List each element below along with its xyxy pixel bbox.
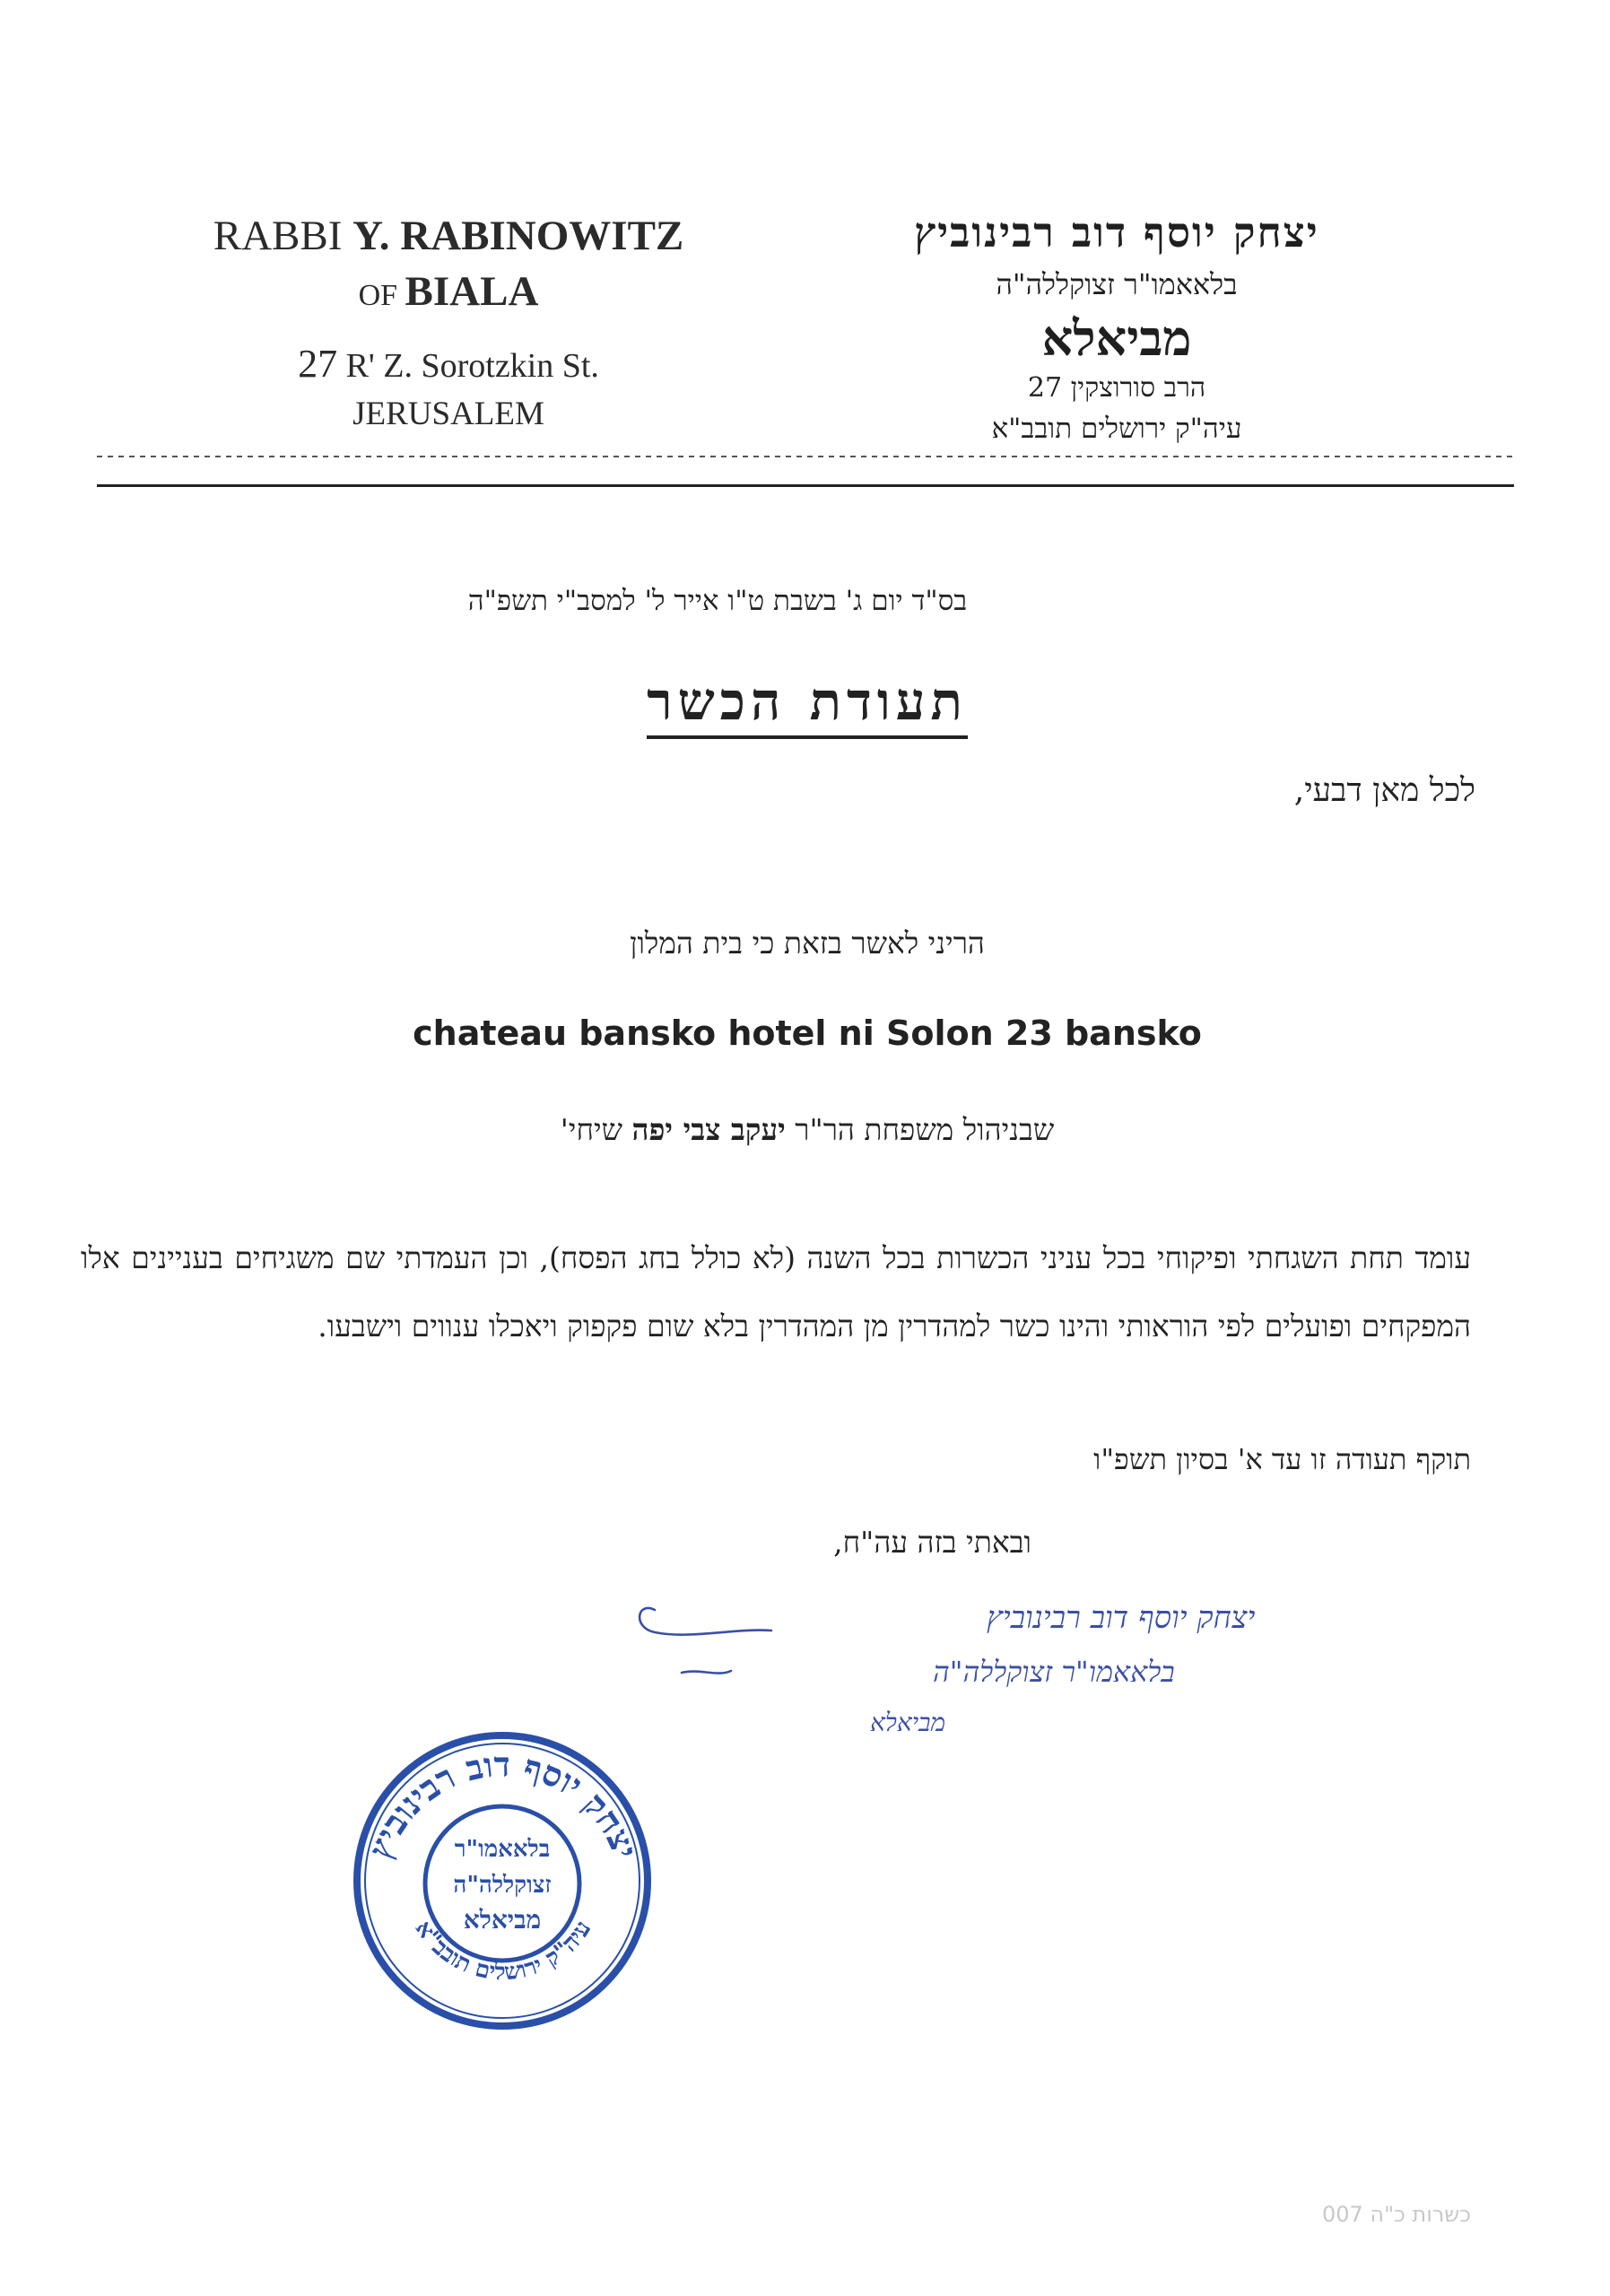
letterhead-en-address: 27 R' Z. Sorotzkin St. xyxy=(298,342,599,386)
document-date: בס"ד יום ג' בשבת ט"ו אייר ל' למסב"י תשפ"ה xyxy=(467,585,968,617)
stamp-inner-2: זצוקללה"ה xyxy=(453,1872,552,1899)
greeting: לכל מאן דבעי, xyxy=(1293,772,1475,809)
round-stamp xyxy=(348,1726,657,2031)
letterhead-en-city: JERUSALEM xyxy=(352,396,544,432)
letterhead-he-city: עיה"ק ירושלים תובב"א xyxy=(991,413,1242,445)
management-line: שבניהול משפחת הר"ר יעקב צבי יפה שיחי' xyxy=(560,1112,1055,1147)
certify-line: הריני לאשר בזאת כי בית המלון xyxy=(630,926,985,961)
signature-line-1: יצחק יוסף דוב רבינוביץ xyxy=(987,1600,1256,1636)
letterhead-he-lineage: בלאאמו"ר זצוקללה"ה xyxy=(996,267,1238,301)
hotel-name: chateau bansko hotel ni Solon 23 bansko xyxy=(413,1013,1202,1053)
letterhead-he-name: יצחק יוסף דוב רבינוביץ xyxy=(914,208,1319,257)
signature-line-3: מביאלא xyxy=(870,1708,946,1737)
letterhead-en-name: RABBI Y. RABINOWITZ xyxy=(213,213,684,259)
stamp-outer-bottom: עיה"ק ירושלים תובב"א xyxy=(409,1916,597,1987)
letterhead-he-address: הרב סורוצקין 27 xyxy=(1027,372,1206,404)
handwritten-signature xyxy=(628,1574,1256,1753)
footer-code: כשרות כ"ה 007 xyxy=(1321,2202,1471,2227)
letterhead-he-place: מביאלא xyxy=(1041,309,1192,367)
letterhead-rule xyxy=(97,484,1514,487)
letterhead-en-place: OF BIALA xyxy=(358,268,539,315)
validity-line: תוקף תעודה זו עד א' בסיון תשפ"ו xyxy=(1093,1442,1471,1476)
stamp-inner-3: מביאלא xyxy=(463,1905,542,1935)
signature-line-2: בלאאמו"ר זצוקללה"ה xyxy=(933,1655,1175,1689)
stamp-inner-1: בלאאמו"ר xyxy=(454,1836,551,1863)
document-title: תעודת הכשר xyxy=(448,671,1166,732)
stamp-outer-top: יצחק יוסף דוב רבינוביץ xyxy=(359,1744,647,1864)
certification-paragraph: עומד תחת השגחתי ופיקוחי בכל עניני הכשרות בכל השנה (לא כולל בחג הפסח), וכן העמדתי שם משגיחים בעניינים אלו המפקחים ופועלים לפי הוראותי והינו כשר למהדרין מן המהדרין בלא שום פקפוק ויאכלו ענווים וישבעו. xyxy=(81,1240,1471,1344)
signoff-line: ובאתי בזה עה"ח, xyxy=(833,1525,1031,1560)
letterhead-tilde-divider xyxy=(97,456,1514,457)
